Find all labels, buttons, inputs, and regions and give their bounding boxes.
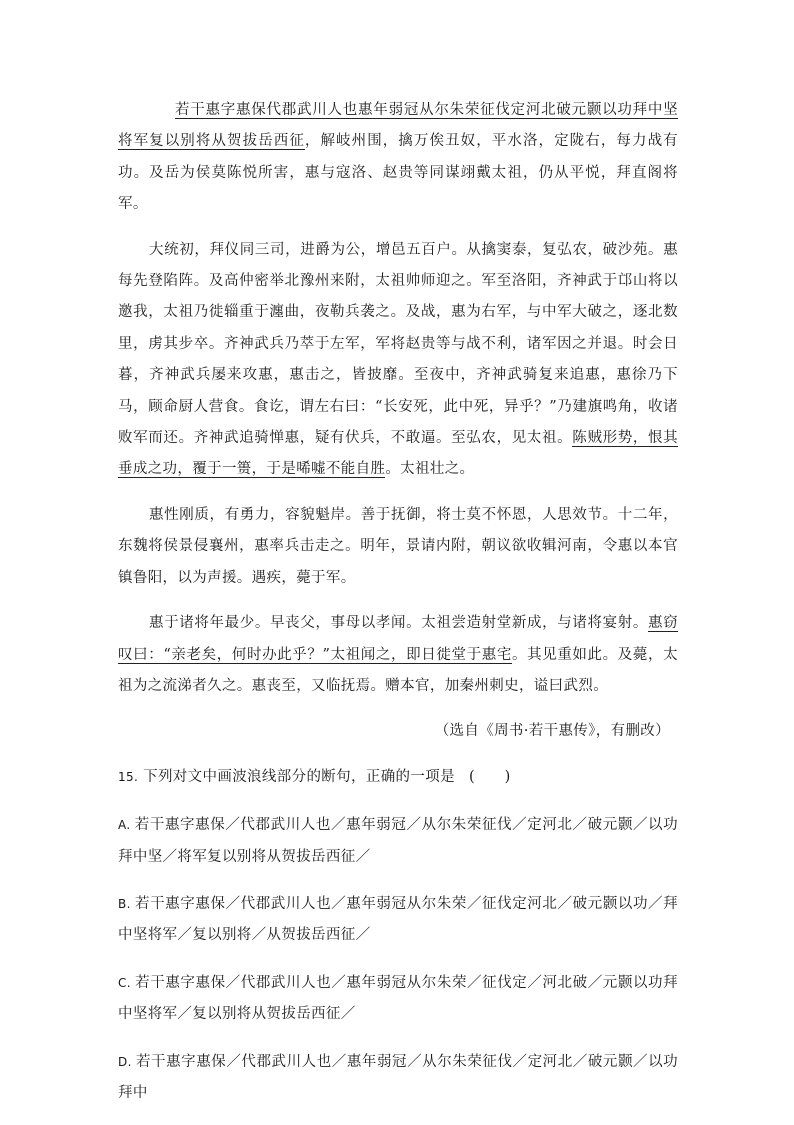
option-b <box>118 889 678 952</box>
source-citation: （选自《周书·若干惠传》，有删改） <box>434 723 670 740</box>
question-number: 15. <box>118 769 139 784</box>
paragraph-text: 。太祖壮之。 <box>385 461 475 478</box>
underlined-sentence: 惠窃叹曰：“亲老矣，何时办此乎？”太祖闻之，即日徙堂于惠宅 <box>118 615 679 663</box>
option-text: 若干惠字惠保／代郡武川人也／惠年弱冠从尔朱荣／征伐定／河北破／元颢以功拜中坚将军／复以别将从贺拔岳西征／ <box>118 974 678 1023</box>
passage-paragraph-3 <box>118 500 678 594</box>
option-c <box>118 968 678 1031</box>
passage-paragraph-1 <box>118 95 678 221</box>
question-text: 下列对文中画波浪线部分的断句，正确的一项是 <box>143 768 455 785</box>
option-text: 若干惠字惠保／代郡武川人也／惠年弱冠／从尔朱荣征伐／定河北／破元颢／以功拜中 <box>118 1053 678 1101</box>
option-text: 若干惠字惠保／代郡武川人也／惠年弱冠从尔朱荣／征伐定河北／破元颢以功／拜中坚将军／复以别将／从贺拔岳西征／ <box>118 895 678 944</box>
passage-paragraph-4 <box>118 608 678 702</box>
underlined-sentence: 陈贼形势，恨其垂成之功，覆于一篑，于是唏嘘不能自胜 <box>118 430 679 478</box>
document-page <box>118 95 678 1125</box>
option-letter: C. <box>118 975 131 990</box>
option-a <box>118 810 678 873</box>
option-d <box>118 1047 678 1110</box>
option-letter: B. <box>118 896 131 911</box>
option-text: 若干惠字惠保／代郡武川人也／惠年弱冠／从尔朱荣征伐／定河北／破元颢／以功拜中坚／将军复以别将从贺拔岳西征／ <box>118 817 678 865</box>
paragraph-text: 惠于诸将年最少。早丧父，事母以孝闻。太祖尝造射堂新成，与诸将宴射。 <box>149 615 649 632</box>
wavy-underlined-text: 若干惠字惠保代郡武川人也惠年弱冠从尔朱荣征伐定河北破元颢以功拜中坚将军复以别将从贺拔岳西征 <box>118 102 678 150</box>
paragraph-text: 大统初，拜仪同三司，进爵为公，增邑五百户。从擒窦泰，复弘农，破沙苑。惠每先登陷阵。及高仲密举北豫州来附，太祖帅师迎之。军至洛阳，齐神武于邙山将以邀我，太祖乃徙辎重于瀍曲，夜勒兵袭之。及战，惠为右军，与中军大破之，逐北数里，虏其步卒。齐神武兵乃萃于左军，军将赵贵等与战不利，诸军因之并退。时会日暮，齐神武兵屡来攻惠，惠击之，皆披靡。至夜中，齐神武骑复来追惠，惠徐乃下马，顾命厨人营食。食讫，谓左右曰：“长安死，此中死，异乎？”乃建旗鸣角，收诸败军而还。齐神武追骑惮惠，疑有伏兵，不敢逼。至弘农，见太祖。 <box>118 241 678 447</box>
passage-paragraph-2 <box>118 235 678 486</box>
option-letter: A. <box>118 818 131 833</box>
paragraph-text: 。其见重如此。及薨，太祖为之流涕者久之。惠丧至，又临抚焉。赠本官，加秦州刺史，谥曰武烈。 <box>118 646 678 694</box>
paragraph-text: ，解岐州围，擒万俟丑奴，平水洛，定陇右，每力战有功。及岳为侯莫陈悦所害，惠与寇洛、赵贵等同谋翊戴太祖，仍从平悦，拜直阁将军。 <box>118 133 678 213</box>
answer-blank: ( ) <box>468 768 511 785</box>
paragraph-text: 惠性刚质，有勇力，容貌魁岸。善于抚御，将士莫不怀恩，人思效节。十二年，东魏将侯景侵襄州，惠率兵击走之。明年，景请内附，朝议欲收辑河南，令惠以本官镇鲁阳，以为声援。遇疾，薨于军。 <box>118 506 678 586</box>
option-letter: D. <box>118 1054 132 1069</box>
question-stem <box>118 762 678 793</box>
